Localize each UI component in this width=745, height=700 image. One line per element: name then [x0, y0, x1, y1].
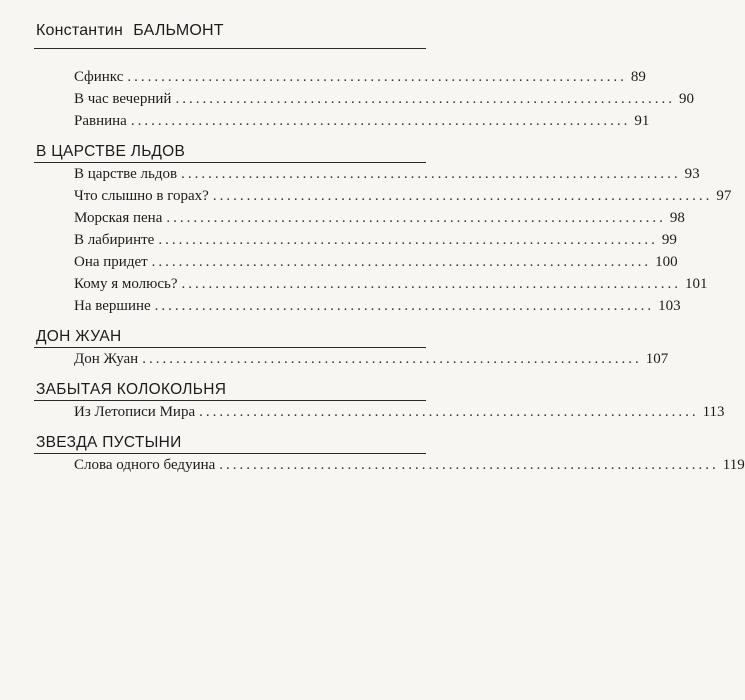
entry-title: В час вечерний — [74, 91, 172, 107]
toc-entry — [74, 232, 677, 254]
toc-entry — [74, 210, 685, 232]
entry-title: Дон Жуан — [74, 351, 139, 367]
entry-title: На вершине — [74, 298, 151, 314]
entry-title: Из Летописи Мира — [74, 404, 196, 420]
entry-title: В лабиринте — [74, 232, 155, 248]
section-rule — [34, 347, 426, 348]
toc-entry — [74, 351, 669, 373]
leader-dots: .......................................................................... — [158, 232, 658, 248]
entry-title: Она придет — [74, 254, 148, 270]
toc-entry — [74, 69, 646, 91]
toc-entry — [74, 188, 732, 210]
section-heading: ЗАБЫТАЯ КОЛОКОЛЬНЯ — [36, 381, 227, 398]
toc-entry — [74, 254, 678, 276]
section-rule — [34, 162, 426, 163]
running-header — [36, 22, 428, 40]
entry-title: Морская пена — [74, 210, 163, 226]
entry-title: Кому я молюсь? — [74, 276, 178, 292]
leader-dots: .......................................................................... — [142, 351, 642, 367]
author-last-name: БАЛЬМОНТ — [133, 22, 224, 39]
entry-page: 90 — [678, 91, 694, 107]
leader-dots: .......................................................................... — [181, 276, 682, 292]
section-heading: ЗВЕЗДА ПУСТЫНИ — [36, 434, 182, 451]
entry-page: 101 — [685, 276, 708, 292]
entry-page: 97 — [716, 188, 732, 204]
section-heading: В ЦАРСТВЕ ЛЬДОВ — [36, 143, 186, 160]
toc-entry — [74, 91, 694, 113]
leader-dots: .......................................................................... — [219, 457, 719, 473]
toc-entry — [74, 113, 650, 135]
toc-entry — [74, 276, 708, 298]
leader-dots: .......................................................................... — [154, 298, 655, 314]
entry-page: 103 — [658, 298, 681, 314]
entry-page: 93 — [684, 166, 700, 182]
leader-dots: .......................................................................... — [151, 254, 652, 270]
leader-dots: .......................................................................... — [181, 166, 681, 182]
entry-page: 99 — [661, 232, 677, 248]
entry-page: 100 — [655, 254, 678, 270]
header-rule — [34, 48, 426, 49]
leader-dots: .......................................................................... — [212, 188, 713, 204]
entry-page: 91 — [634, 113, 650, 129]
entry-title: Сфинкс — [74, 69, 124, 85]
toc-entry — [74, 298, 681, 320]
entry-page: 98 — [669, 210, 685, 226]
entry-title: В царстве льдов — [74, 166, 178, 182]
author-first-name: Константин — [36, 22, 124, 39]
entry-title: Равнина — [74, 113, 127, 129]
leader-dots: .......................................................................... — [175, 91, 675, 107]
entry-page: 89 — [630, 69, 646, 85]
leader-dots: .......................................................................... — [130, 113, 631, 129]
leader-dots: .......................................................................... — [199, 404, 699, 420]
section-rule — [34, 400, 426, 401]
entry-page: 119 — [722, 457, 745, 473]
entry-page: 113 — [702, 404, 725, 420]
toc-entry — [74, 166, 700, 188]
leader-dots: .......................................................................... — [127, 69, 627, 85]
toc-entry — [74, 457, 745, 479]
entry-title: Что слышно в горах? — [74, 188, 209, 204]
section-rule — [34, 453, 426, 454]
toc-entry — [74, 404, 725, 426]
entry-page: 107 — [645, 351, 669, 367]
leader-dots: .......................................................................... — [166, 210, 666, 226]
section-heading: ДОН ЖУАН — [36, 328, 122, 345]
entry-title: Слова одного бедуина — [74, 457, 216, 473]
